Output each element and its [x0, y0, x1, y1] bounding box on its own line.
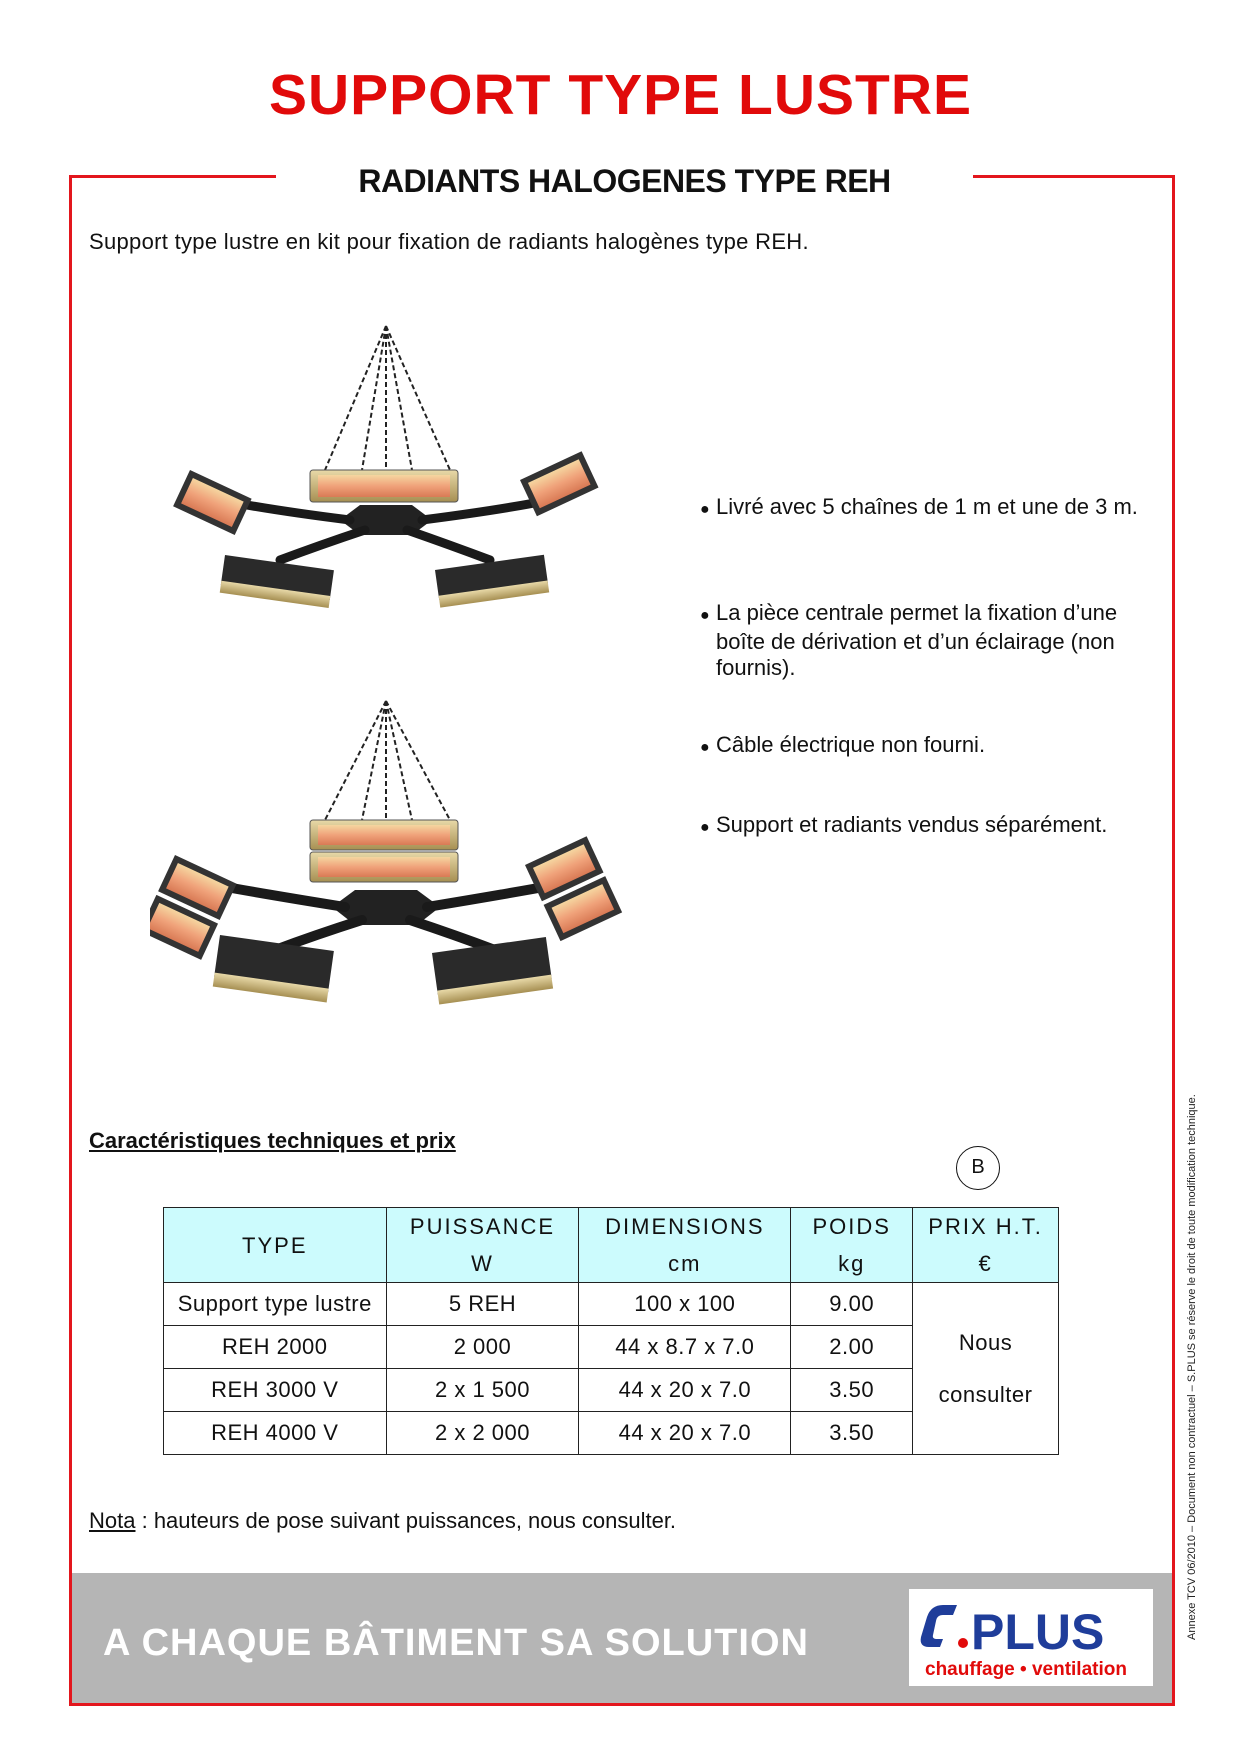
intro-text: Support type lustre en kit pour fixation de radiants halogènes type REH. [89, 229, 809, 254]
table-header-row [164, 1208, 1059, 1283]
feature-item: ● Support et radiants vendus séparément. [700, 812, 1108, 837]
cell-dimensions: 100 x 100 [579, 1283, 791, 1326]
nota-label: Nota [89, 1508, 136, 1533]
cell-poids: 3.50 [791, 1369, 913, 1412]
page-subtitle: RADIANTS HALOGENES TYPE REH [358, 163, 891, 199]
cell-puissance: 2 x 1 500 [386, 1369, 579, 1412]
nota-text: : hauteurs de pose suivant puissances, nous consulter. [135, 1508, 677, 1533]
feature-item: ● La pièce centrale permet la fixation d’une boîte de dérivation et d’un éclairage (non fournis). [700, 600, 1118, 680]
cell-type: REH 4000 V [164, 1412, 387, 1455]
specs-table [163, 1207, 1059, 1455]
col-header-dimensions: DIMENSIONS cm [579, 1208, 791, 1283]
cell-poids: 3.50 [791, 1412, 913, 1455]
cell-puissance: 2 x 2 000 [386, 1412, 579, 1455]
cell-poids: 2.00 [791, 1326, 913, 1369]
col-header-poids: POIDS kg [791, 1208, 913, 1283]
cell-puissance: 5 REH [386, 1283, 579, 1326]
logo-brand: PLUS [971, 1604, 1105, 1660]
col-header-prix: PRIX H.T. € [913, 1208, 1059, 1283]
col-header-puissance: PUISSANCE W [386, 1208, 579, 1283]
chandelier-photo-single [150, 320, 630, 620]
page-title: SUPPORT TYPE LUSTRE [268, 63, 973, 127]
cell-type: REH 3000 V [164, 1369, 387, 1412]
cell-dimensions: 44 x 20 x 7.0 [579, 1412, 791, 1455]
table-row [164, 1283, 1059, 1326]
cell-poids: 9.00 [791, 1283, 913, 1326]
specs-heading: Caractéristiques techniques et prix [89, 1128, 456, 1153]
cell-type: REH 2000 [164, 1326, 387, 1369]
col-header-type: TYPE [164, 1208, 387, 1283]
nota-note [89, 1508, 676, 1534]
feature-item: ● Câble électrique non fourni. [700, 732, 986, 757]
cell-dimensions: 44 x 20 x 7.0 [579, 1369, 791, 1412]
logo-dot [958, 1638, 968, 1648]
price-category-badge: B [956, 1146, 1000, 1190]
chandelier-photo-double [150, 695, 630, 1015]
cell-type: Support type lustre [164, 1283, 387, 1326]
side-disclaimer: Annexe TCV 06/2010 – Document non contractuel – S.PLUS se réserve le droit de toute modification technique. [1186, 1094, 1198, 1640]
splus-logo [909, 1589, 1153, 1686]
cell-prix: Nous consulter [913, 1283, 1059, 1455]
cell-puissance: 2 000 [386, 1326, 579, 1369]
footer-slogan: A CHAQUE BÂTIMENT SA SOLUTION [103, 1622, 809, 1664]
logo-tagline: chauffage • ventilation [925, 1659, 1127, 1680]
cell-dimensions: 44 x 8.7 x 7.0 [579, 1326, 791, 1369]
feature-item: ● Livré avec 5 chaînes de 1 m et une de 3 m. [700, 494, 1138, 519]
